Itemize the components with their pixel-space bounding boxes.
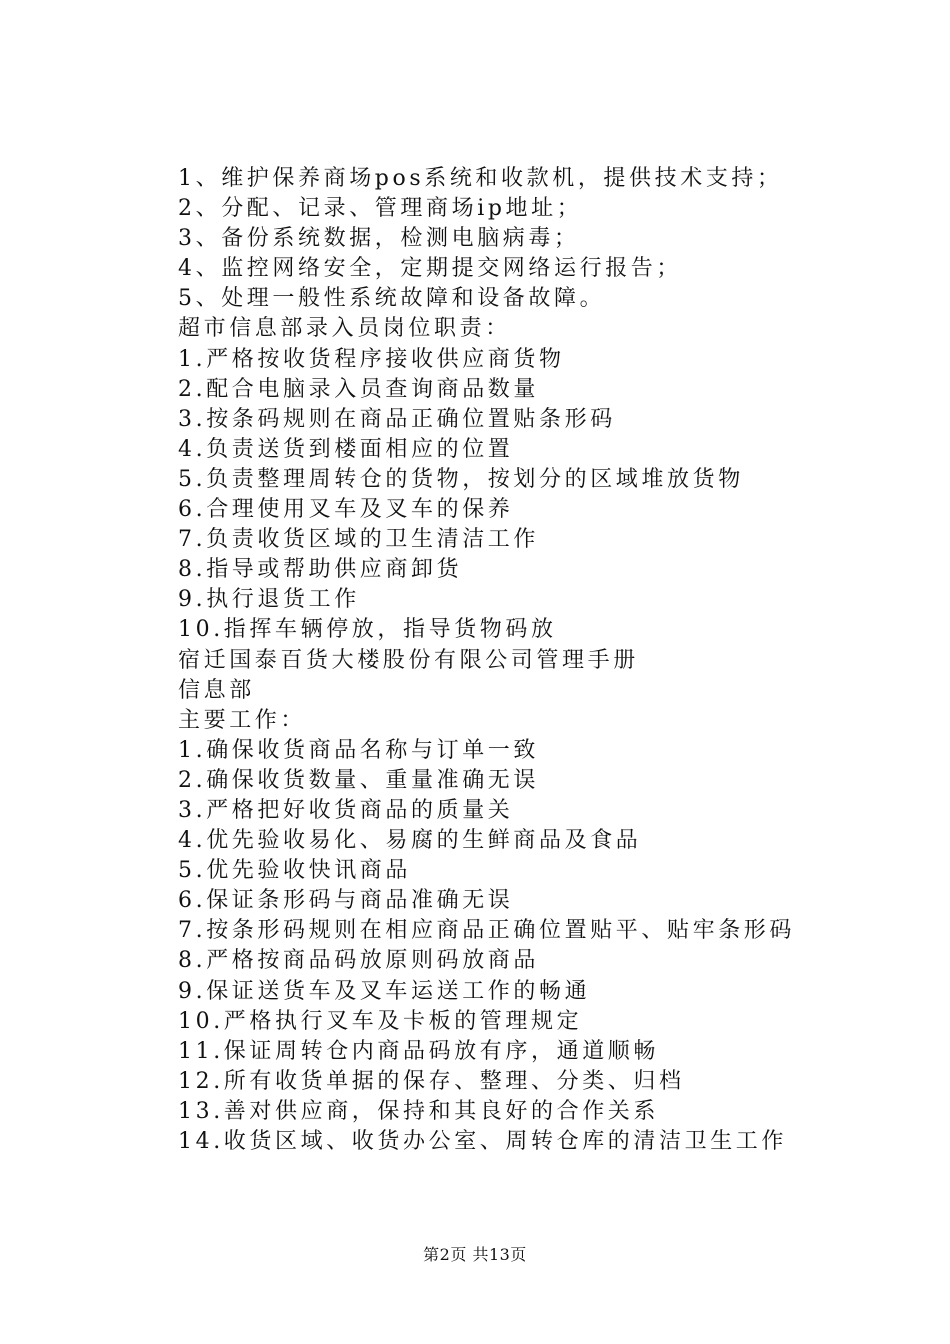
text-line: 8.指导或帮助供应商卸货 xyxy=(178,557,463,583)
text-line: 1.确保收货商品名称与订单一致 xyxy=(178,737,539,763)
text-line: 7.负责收货区域的卫生清洁工作 xyxy=(178,527,539,553)
text-line: 1、维护保养商场pos系统和收款机，提供技术支持； xyxy=(178,166,783,191)
text-line: 3.按条码规则在商品正确位置贴条形码 xyxy=(178,406,616,432)
section-heading: 信息部 xyxy=(178,677,255,703)
text-line: 2.确保收货数量、重量准确无误 xyxy=(178,767,539,793)
text-line: 10.严格执行叉车及卡板的管理规定 xyxy=(178,1008,583,1034)
text-line: 13.善对供应商，保持和其良好的合作关系 xyxy=(178,1098,659,1124)
text-line: 10.指挥车辆停放，指导货物码放 xyxy=(178,617,557,643)
text-line: 9.执行退货工作 xyxy=(178,587,360,613)
section-heading: 宿迁国泰百货大楼股份有限公司管理手册 xyxy=(178,647,639,673)
text-line: 14.收货区域、收货办公室、周转仓库的清洁卫生工作 xyxy=(178,1129,787,1154)
text-line: 1.严格按收货程序接收供应商货物 xyxy=(178,346,565,372)
text-line: 3.严格把好收货商品的质量关 xyxy=(178,797,514,823)
text-line: 4.优先验收易化、易腐的生鲜商品及食品 xyxy=(178,828,642,854)
document-body xyxy=(178,164,918,1157)
text-line: 3、备份系统数据，检测电脑病毒； xyxy=(178,226,580,252)
text-line: 5、处理一般性系统故障和设备故障。 xyxy=(178,286,606,312)
text-line: 7.按条形码规则在相应商品正确位置贴平、贴牢条形码 xyxy=(178,918,795,944)
text-line: 12.所有收货单据的保存、整理、分类、归档 xyxy=(178,1068,685,1094)
text-line: 2、分配、记录、管理商场ip地址； xyxy=(178,196,583,222)
text-line: 8.严格按商品码放原则码放商品 xyxy=(178,948,539,974)
text-line: 4、监控网络安全，定期提交网络运行报告； xyxy=(178,256,682,282)
text-line: 6.合理使用叉车及叉车的保养 xyxy=(178,497,514,523)
text-line: 5.负责整理周转仓的货物，按划分的区域堆放货物 xyxy=(178,466,744,492)
text-line: 4.负责送货到楼面相应的位置 xyxy=(178,436,514,462)
page-number-footer: 第2页 共13页 xyxy=(423,1245,527,1264)
text-line: 11.保证周转仓内商品码放有序，通道顺畅 xyxy=(178,1038,659,1064)
section-heading: 超市信息部录入员岗位职责： xyxy=(178,316,511,342)
text-line: 9.保证送货车及叉车运送工作的畅通 xyxy=(178,978,591,1004)
text-line: 2.配合电脑录入员查询商品数量 xyxy=(178,376,539,402)
text-line: 5.优先验收快讯商品 xyxy=(178,858,411,884)
text-line: 6.保证条形码与商品准确无误 xyxy=(178,888,514,914)
section-heading: 主要工作： xyxy=(178,707,307,733)
